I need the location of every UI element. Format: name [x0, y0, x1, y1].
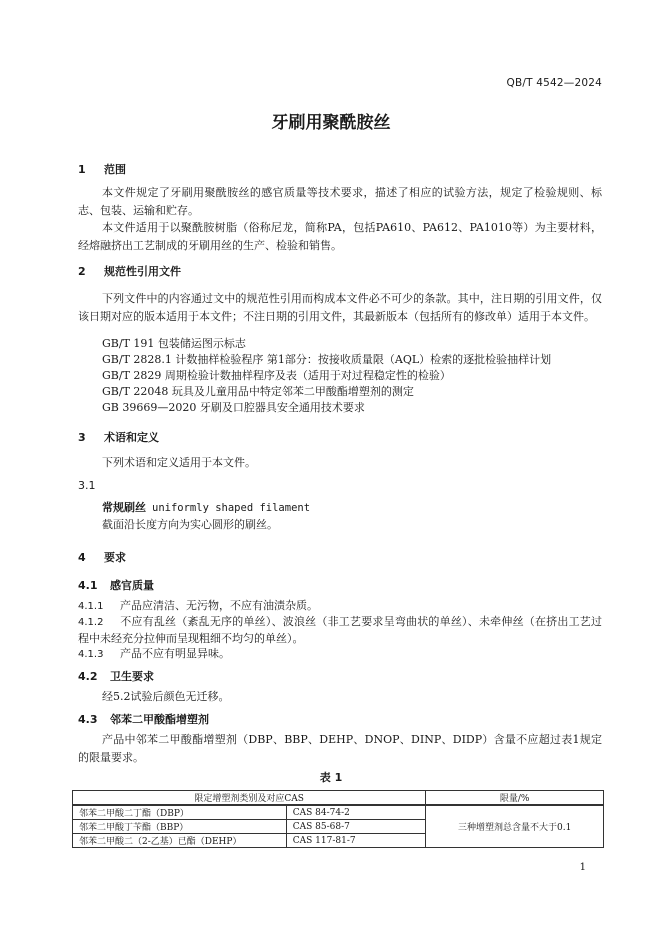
table-caption: 表 1 [319, 771, 343, 784]
section-number: 4.2 [78, 670, 98, 683]
scope-paragraph-1: 本文件规定了牙刷用聚酰胺丝的感官质量等技术要求，描述了相应的试验方法，规定了检验规则、标志、包装、运输和贮存。 [78, 186, 602, 217]
section-number: 3 [78, 431, 86, 444]
section-4-heading [78, 549, 126, 565]
terms-intro-paragraph: 下列术语和定义适用于本文件。 [102, 456, 256, 469]
section-title: 要求 [104, 551, 126, 564]
section-title: 邻苯二甲酸酯增塑剂 [110, 713, 209, 726]
section-4-1-heading [78, 577, 154, 593]
reference-item: GB/T 2828.1 计数抽样检验程序 第1部分：按接收质量限（AQL）检索的逐批检验抽样计划 [102, 353, 552, 366]
section-number: 4.1 [78, 579, 98, 592]
hygiene-paragraph: 经5.2试验后颜色无迁移。 [102, 690, 230, 703]
plasticizer-name: 邻苯二甲酸二（2-乙基）已酯（DEHP） [73, 834, 287, 848]
reference-item: GB/T 2829 周期检验计数抽样程序及表（适用于对过程稳定性的检验） [102, 369, 451, 382]
section-4-2-heading [78, 668, 154, 684]
reference-item: GB/T 191 包装储运图示标志 [102, 337, 246, 350]
section-3-heading [78, 429, 159, 445]
item-number: 4.1.2 [78, 617, 104, 628]
table-header-cell: 限定增塑剂类别及对应CAS [73, 791, 426, 806]
term-entry [102, 499, 310, 515]
cas-number: CAS 85-68-7 [286, 820, 426, 834]
plasticizer-name: 邻苯二甲酸丁苄酯（BBP） [73, 820, 287, 834]
section-number: 1 [78, 163, 86, 176]
reference-item: GB/T 22048 玩具及儿童用品中特定邻苯二甲酸酯增塑剂的测定 [102, 385, 414, 398]
normative-intro-paragraph: 下列文件中的内容通过文中的规范性引用而构成本文件必不可少的条款。其中，注日期的引用文件，仅该日期对应的版本适用于本文件；不注日期的引用文件，其最新版本（包括所有的修改单）适用于本文件。 [78, 292, 602, 323]
phthalate-paragraph: 产品中邻苯二甲酸酯增塑剂（DBP、BBP、DEHP、DNOP、DINP、DIDP）含量不应超过表1规定的限量要求。 [78, 733, 602, 764]
requirement-item [78, 598, 602, 615]
cas-number: CAS 84-74-2 [286, 805, 426, 820]
section-2-heading [78, 263, 181, 279]
section-number: 2 [78, 265, 86, 278]
document-title: 牙刷用聚酰胺丝 [271, 113, 391, 133]
section-title: 术语和定义 [104, 431, 159, 444]
section-title: 卫生要求 [110, 670, 154, 683]
item-number: 4.1.1 [78, 601, 104, 612]
item-text: 产品应清洁、无污物，不应有油渍杂质。 [120, 599, 318, 612]
page-number: 1 [579, 862, 586, 873]
scope-paragraph-2: 本文件适用于以聚酰胺树脂（俗称尼龙，简称PA，包括PA610、PA612、PA1010等）为主要材料，经熔融挤出工艺制成的牙刷用丝的生产、检验和销售。 [78, 221, 602, 252]
item-number: 4.1.3 [78, 649, 104, 660]
section-1-heading [78, 161, 126, 177]
section-title: 感官质量 [110, 579, 154, 592]
cas-number: CAS 117-81-7 [286, 834, 426, 848]
table-header-row [73, 791, 604, 806]
table-row [73, 805, 604, 820]
section-title: 范围 [104, 163, 126, 176]
section-4-3-heading [78, 711, 209, 727]
limit-value: 三种增塑剂总含量不大于0.1 [426, 805, 604, 848]
requirement-item [78, 614, 602, 647]
item-text: 不应有乱丝（紊乱无序的单丝）、波浪丝（非工艺要求呈弯曲状的单丝）、未牵伸丝（在挤出工艺过程中未经充分拉伸而呈现粗细不均匀的单丝）。 [78, 615, 602, 645]
section-title: 规范性引用文件 [104, 265, 181, 278]
standard-code: QB/T 4542—2024 [506, 77, 602, 89]
table-header-cell: 限量/% [426, 791, 604, 806]
term-clause-number: 3.1 [78, 479, 96, 492]
item-text: 产品不应有明显异味。 [120, 647, 230, 660]
section-number: 4 [78, 551, 86, 564]
requirement-item [78, 646, 602, 663]
term-chinese: 常规刷丝 [102, 501, 146, 514]
phthalate-limits-table [72, 790, 604, 848]
section-number: 4.3 [78, 713, 98, 726]
term-english: uniformly shaped filament [152, 502, 311, 514]
term-definition: 截面沿长度方向为实心圆形的刷丝。 [102, 518, 278, 531]
plasticizer-name: 邻苯二甲酸二丁酯（DBP） [73, 805, 287, 820]
reference-item: GB 39669—2020 牙刷及口腔器具安全通用技术要求 [102, 401, 365, 414]
